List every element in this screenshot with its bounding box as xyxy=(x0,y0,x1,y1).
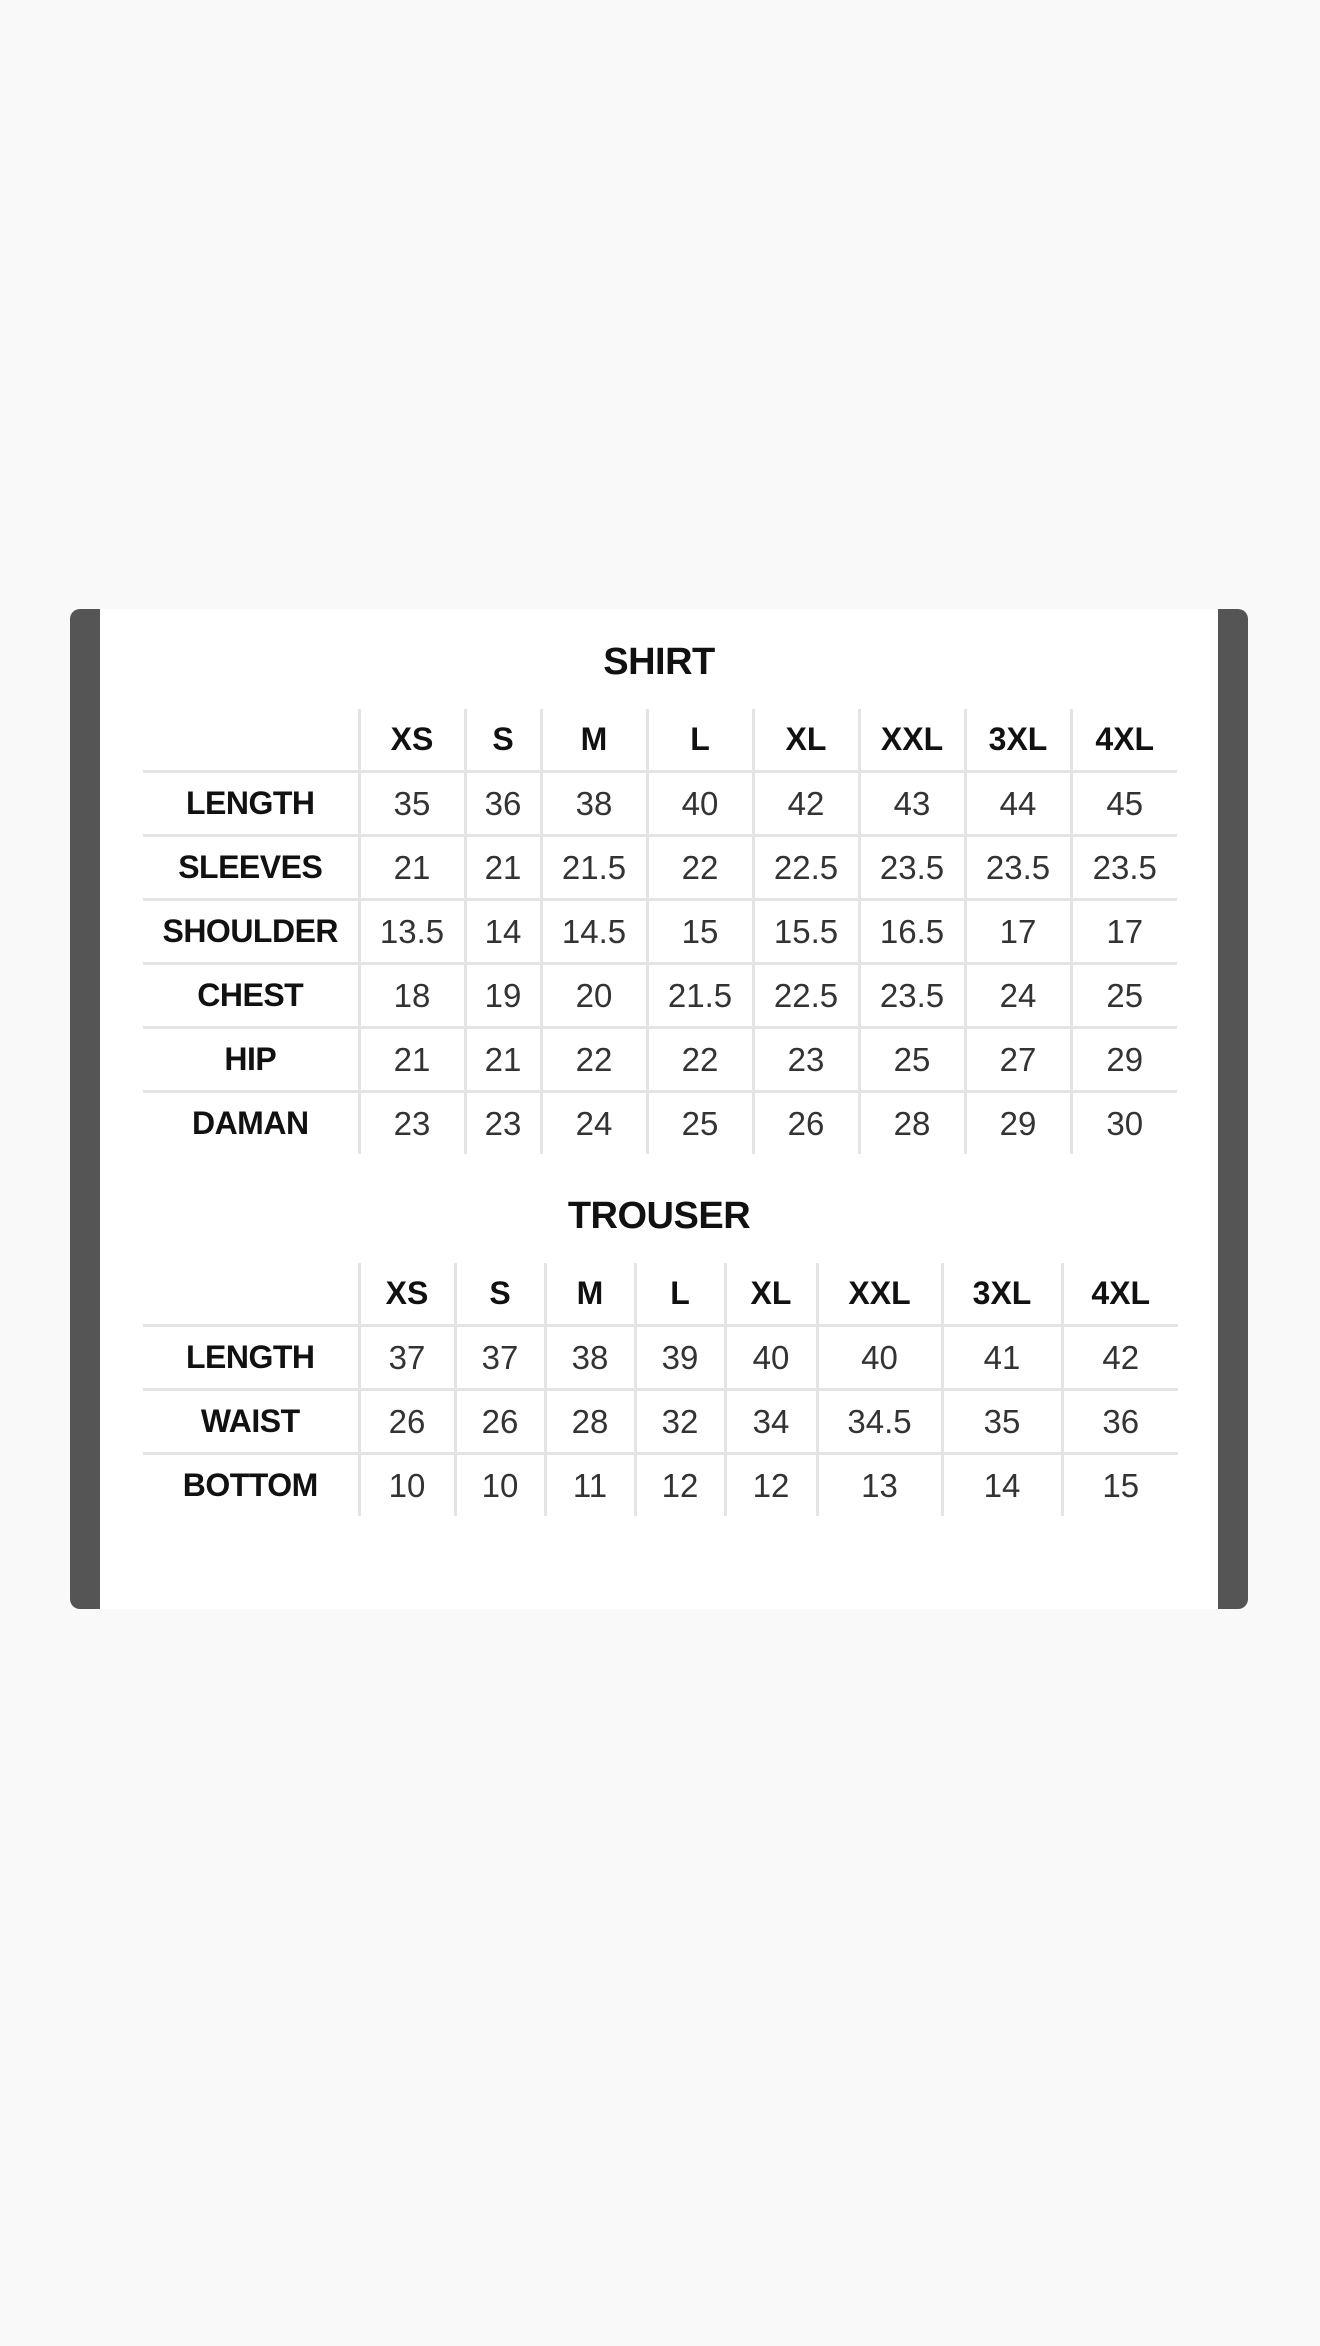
table-cell: 20 xyxy=(541,964,647,1028)
table-cell: 37 xyxy=(359,1326,455,1390)
table-cell: 45 xyxy=(1071,772,1177,836)
shirt-size-s: S xyxy=(465,709,541,772)
table-cell: 25 xyxy=(647,1092,753,1155)
shirt-row-chest xyxy=(143,964,1177,1028)
table-cell: 15 xyxy=(1062,1454,1178,1517)
table-cell: 21 xyxy=(359,836,465,900)
table-cell: 18 xyxy=(359,964,465,1028)
table-cell: 43 xyxy=(859,772,965,836)
table-cell: 10 xyxy=(359,1454,455,1517)
shirt-row-sleeves xyxy=(143,836,1177,900)
table-cell: 21.5 xyxy=(541,836,647,900)
shirt-row-shoulder xyxy=(143,900,1177,964)
table-cell: 40 xyxy=(725,1326,817,1390)
table-cell: 24 xyxy=(965,964,1071,1028)
trouser-size-xs: XS xyxy=(359,1263,455,1326)
table-cell: 38 xyxy=(541,772,647,836)
shirt-size-l: L xyxy=(647,709,753,772)
row-label: BOTTOM xyxy=(143,1454,359,1517)
trouser-header-row xyxy=(143,1263,1178,1326)
table-cell: 19 xyxy=(465,964,541,1028)
table-cell: 39 xyxy=(635,1326,725,1390)
shirt-header-row xyxy=(143,709,1177,772)
right-side-bar xyxy=(1218,609,1248,1609)
table-cell: 23.5 xyxy=(1071,836,1177,900)
table-cell: 22.5 xyxy=(753,964,859,1028)
table-cell: 42 xyxy=(1062,1326,1178,1390)
table-cell: 37 xyxy=(455,1326,545,1390)
trouser-row-waist xyxy=(143,1390,1178,1454)
shirt-size-3xl: 3XL xyxy=(965,709,1071,772)
table-cell: 15.5 xyxy=(753,900,859,964)
table-cell: 23.5 xyxy=(859,836,965,900)
table-cell: 21 xyxy=(465,1028,541,1092)
table-cell: 14.5 xyxy=(541,900,647,964)
table-cell: 24 xyxy=(541,1092,647,1155)
table-cell: 41 xyxy=(942,1326,1062,1390)
trouser-size-3xl: 3XL xyxy=(942,1263,1062,1326)
table-cell: 10 xyxy=(455,1454,545,1517)
shirt-title: SHIRT xyxy=(603,641,715,683)
table-cell: 17 xyxy=(1071,900,1177,964)
table-cell: 26 xyxy=(359,1390,455,1454)
table-cell: 26 xyxy=(753,1092,859,1155)
table-cell: 23 xyxy=(753,1028,859,1092)
table-cell: 34 xyxy=(725,1390,817,1454)
table-cell: 13.5 xyxy=(359,900,465,964)
table-cell: 14 xyxy=(942,1454,1062,1517)
table-cell: 35 xyxy=(359,772,465,836)
trouser-size-l: L xyxy=(635,1263,725,1326)
table-cell: 11 xyxy=(545,1454,635,1517)
table-cell: 15 xyxy=(647,900,753,964)
trouser-size-xxl: XXL xyxy=(817,1263,942,1326)
table-cell: 30 xyxy=(1071,1092,1177,1155)
size-chart-card xyxy=(70,609,1248,1609)
trouser-size-table xyxy=(143,1263,1178,1516)
shirt-size-table xyxy=(143,709,1177,1154)
trouser-size-xl: XL xyxy=(725,1263,817,1326)
table-cell: 28 xyxy=(545,1390,635,1454)
table-cell: 22 xyxy=(647,836,753,900)
row-label: LENGTH xyxy=(143,772,359,836)
trouser-size-m: M xyxy=(545,1263,635,1326)
table-cell: 26 xyxy=(455,1390,545,1454)
shirt-row-daman xyxy=(143,1092,1177,1155)
table-cell: 13 xyxy=(817,1454,942,1517)
row-label: WAIST xyxy=(143,1390,359,1454)
table-cell: 40 xyxy=(817,1326,942,1390)
table-cell: 38 xyxy=(545,1326,635,1390)
table-cell: 42 xyxy=(753,772,859,836)
table-cell: 23 xyxy=(359,1092,465,1155)
table-cell: 21 xyxy=(465,836,541,900)
row-label: DAMAN xyxy=(143,1092,359,1155)
table-cell: 16.5 xyxy=(859,900,965,964)
shirt-corner-cell xyxy=(143,709,359,772)
shirt-size-xs: XS xyxy=(359,709,465,772)
shirt-size-xxl: XXL xyxy=(859,709,965,772)
trouser-row-length xyxy=(143,1326,1178,1390)
table-cell: 21.5 xyxy=(647,964,753,1028)
table-cell: 14 xyxy=(465,900,541,964)
row-label: LENGTH xyxy=(143,1326,359,1390)
trouser-title: TROUSER xyxy=(567,1195,751,1237)
table-cell: 23 xyxy=(465,1092,541,1155)
table-cell: 17 xyxy=(965,900,1071,964)
table-cell: 12 xyxy=(635,1454,725,1517)
trouser-corner-cell xyxy=(143,1263,359,1326)
shirt-size-xl: XL xyxy=(753,709,859,772)
trouser-size-s: S xyxy=(455,1263,545,1326)
shirt-size-4xl: 4XL xyxy=(1071,709,1177,772)
table-cell: 22.5 xyxy=(753,836,859,900)
table-cell: 34.5 xyxy=(817,1390,942,1454)
table-cell: 32 xyxy=(635,1390,725,1454)
table-cell: 12 xyxy=(725,1454,817,1517)
table-cell: 21 xyxy=(359,1028,465,1092)
table-cell: 23.5 xyxy=(965,836,1071,900)
trouser-row-bottom xyxy=(143,1454,1178,1517)
table-cell: 44 xyxy=(965,772,1071,836)
table-cell: 35 xyxy=(942,1390,1062,1454)
row-label: SHOULDER xyxy=(143,900,359,964)
table-cell: 27 xyxy=(965,1028,1071,1092)
table-cell: 22 xyxy=(541,1028,647,1092)
row-label: HIP xyxy=(143,1028,359,1092)
shirt-row-length xyxy=(143,772,1177,836)
table-cell: 28 xyxy=(859,1092,965,1155)
table-cell: 36 xyxy=(1062,1390,1178,1454)
shirt-row-hip xyxy=(143,1028,1177,1092)
left-side-bar xyxy=(70,609,100,1609)
table-cell: 40 xyxy=(647,772,753,836)
table-cell: 25 xyxy=(1071,964,1177,1028)
row-label: CHEST xyxy=(143,964,359,1028)
table-cell: 23.5 xyxy=(859,964,965,1028)
table-cell: 36 xyxy=(465,772,541,836)
shirt-size-m: M xyxy=(541,709,647,772)
table-cell: 25 xyxy=(859,1028,965,1092)
table-cell: 29 xyxy=(1071,1028,1177,1092)
row-label: SLEEVES xyxy=(143,836,359,900)
table-cell: 29 xyxy=(965,1092,1071,1155)
trouser-size-4xl: 4XL xyxy=(1062,1263,1178,1326)
table-cell: 22 xyxy=(647,1028,753,1092)
